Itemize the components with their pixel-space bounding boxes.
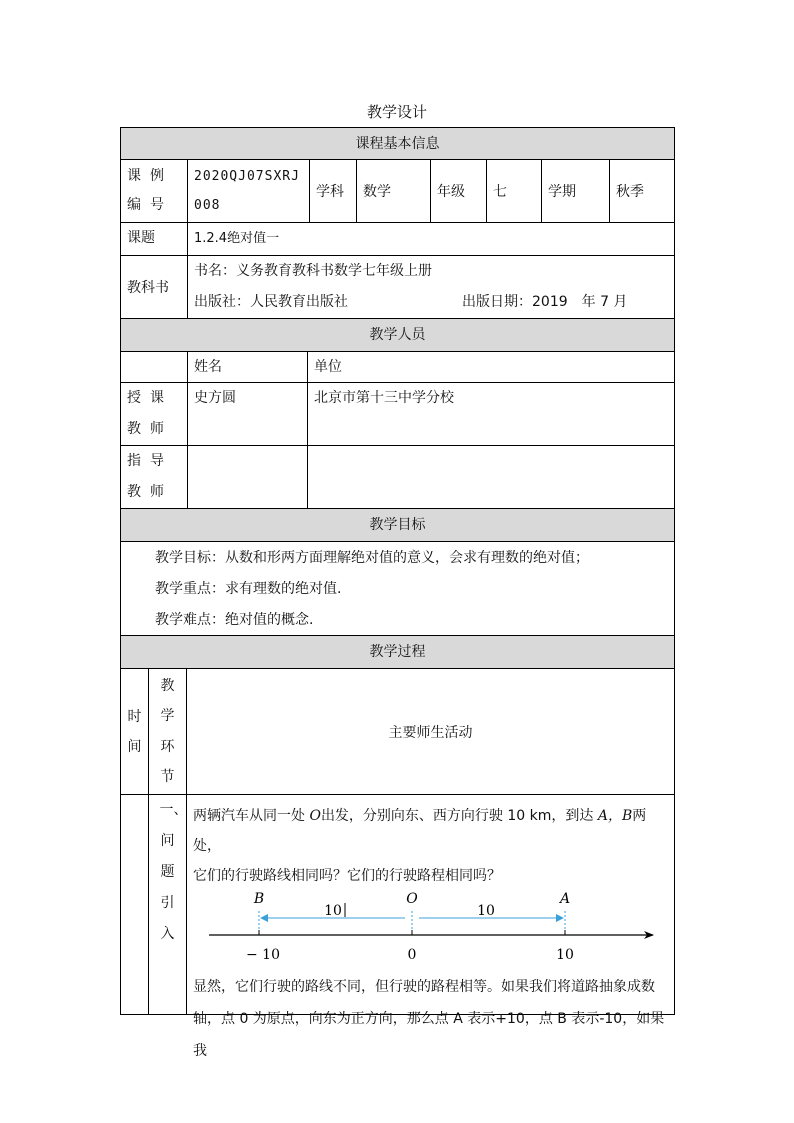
time-column-header: 时间: [127, 708, 142, 755]
topic-row: [120, 223, 675, 256]
point-label-o: O: [406, 891, 418, 907]
problem-statement: 两辆汽车从同一处 O出发，分别向东、西方向行驶 10 km，到达 A，B两处，: [193, 808, 647, 854]
lesson-plan-table: [120, 127, 675, 1059]
name-column-header: 姓名: [187, 352, 307, 382]
segment-label-oa: 10: [477, 903, 495, 919]
stage-1-name: 一、问题引入: [148, 795, 186, 1014]
document-title: 教学设计: [366, 103, 427, 121]
advisor-unit: [307, 446, 674, 508]
teaching-difficulty: 教学难点：绝对值的概念.: [155, 612, 314, 628]
explanation-paragraph: 显然，它们行驶的路线不同，但行驶的路程相等。如果我们将道路抽象成数轴，点 0 为原点，向东为正方向，那么点 A 表示+10，点 B 表示-10，如果我: [193, 979, 665, 1059]
tick-label-neg10: − 10: [246, 947, 280, 963]
goals-header: 教学目标: [120, 509, 675, 542]
publish-date: 出版日期：2019 年 7 月: [462, 294, 628, 310]
topic-label: 课题: [127, 230, 155, 246]
stage-column-header: 教学环节: [148, 669, 186, 794]
teaching-key-point: 教学重点：求有理数的绝对值.: [155, 581, 342, 597]
textbook-row: [120, 256, 675, 319]
basic-info-header: 课程基本信息: [120, 127, 675, 160]
textbook-label: 教科书: [127, 280, 169, 296]
teaching-objective: 教学目标：从数和形两方面理解绝对值的意义，会求有理数的绝对值；: [155, 550, 589, 566]
course-id-value: 2020QJ07SXRJ008: [187, 160, 309, 222]
topic-value: 1.2.4绝对值一: [187, 223, 674, 255]
staff-header: 教学人员: [120, 319, 675, 352]
process-columns-row: [120, 669, 675, 795]
subject-value: 数学: [356, 160, 430, 222]
teacher-unit: 北京市第十三中学分校: [307, 383, 674, 445]
stage-1-time: [121, 795, 148, 1014]
process-header: 教学过程: [120, 636, 675, 669]
subject-label: 学科: [309, 160, 356, 222]
textbook-info: [187, 256, 674, 318]
segment-label-ob: 10: [324, 903, 342, 919]
tick-label-10: 10: [556, 947, 574, 963]
point-label-b: B: [253, 891, 265, 907]
course-id-row: [120, 160, 675, 223]
advisor-name: [187, 446, 307, 508]
teacher-row: [120, 383, 675, 446]
number-line-diagram: [193, 891, 669, 969]
grade-value: 七: [486, 160, 541, 222]
grade-label: 年级: [430, 160, 486, 222]
point-label-a: A: [559, 891, 571, 907]
problem-question: 它们的行驶路线相同吗？它们的行驶路程相同吗？: [193, 868, 501, 884]
unit-column-header: 单位: [307, 352, 674, 382]
stage-1-row: [120, 795, 675, 1059]
advisor-row: [120, 446, 675, 509]
term-value: 秋季: [609, 160, 674, 222]
staff-columns-row: [120, 352, 675, 383]
tick-label-0: 0: [407, 947, 417, 963]
stage-1-activity: [186, 795, 674, 1059]
teacher-name: 史方圆: [187, 383, 307, 445]
publisher: 出版社：人民教育出版社: [194, 294, 348, 310]
book-name: 书名：义务教育教科书数学七年级上册: [194, 263, 432, 279]
activity-column-header: 主要师生活动: [186, 669, 674, 794]
publisher-line: [194, 287, 668, 318]
term-label: 学期: [541, 160, 609, 222]
course-id-label: 课例编号: [127, 168, 173, 213]
staff-blank-cell: [121, 352, 187, 382]
advisor-label: 指导教师: [127, 453, 173, 500]
teacher-label: 授课教师: [127, 390, 173, 437]
goals-body: [120, 542, 675, 636]
